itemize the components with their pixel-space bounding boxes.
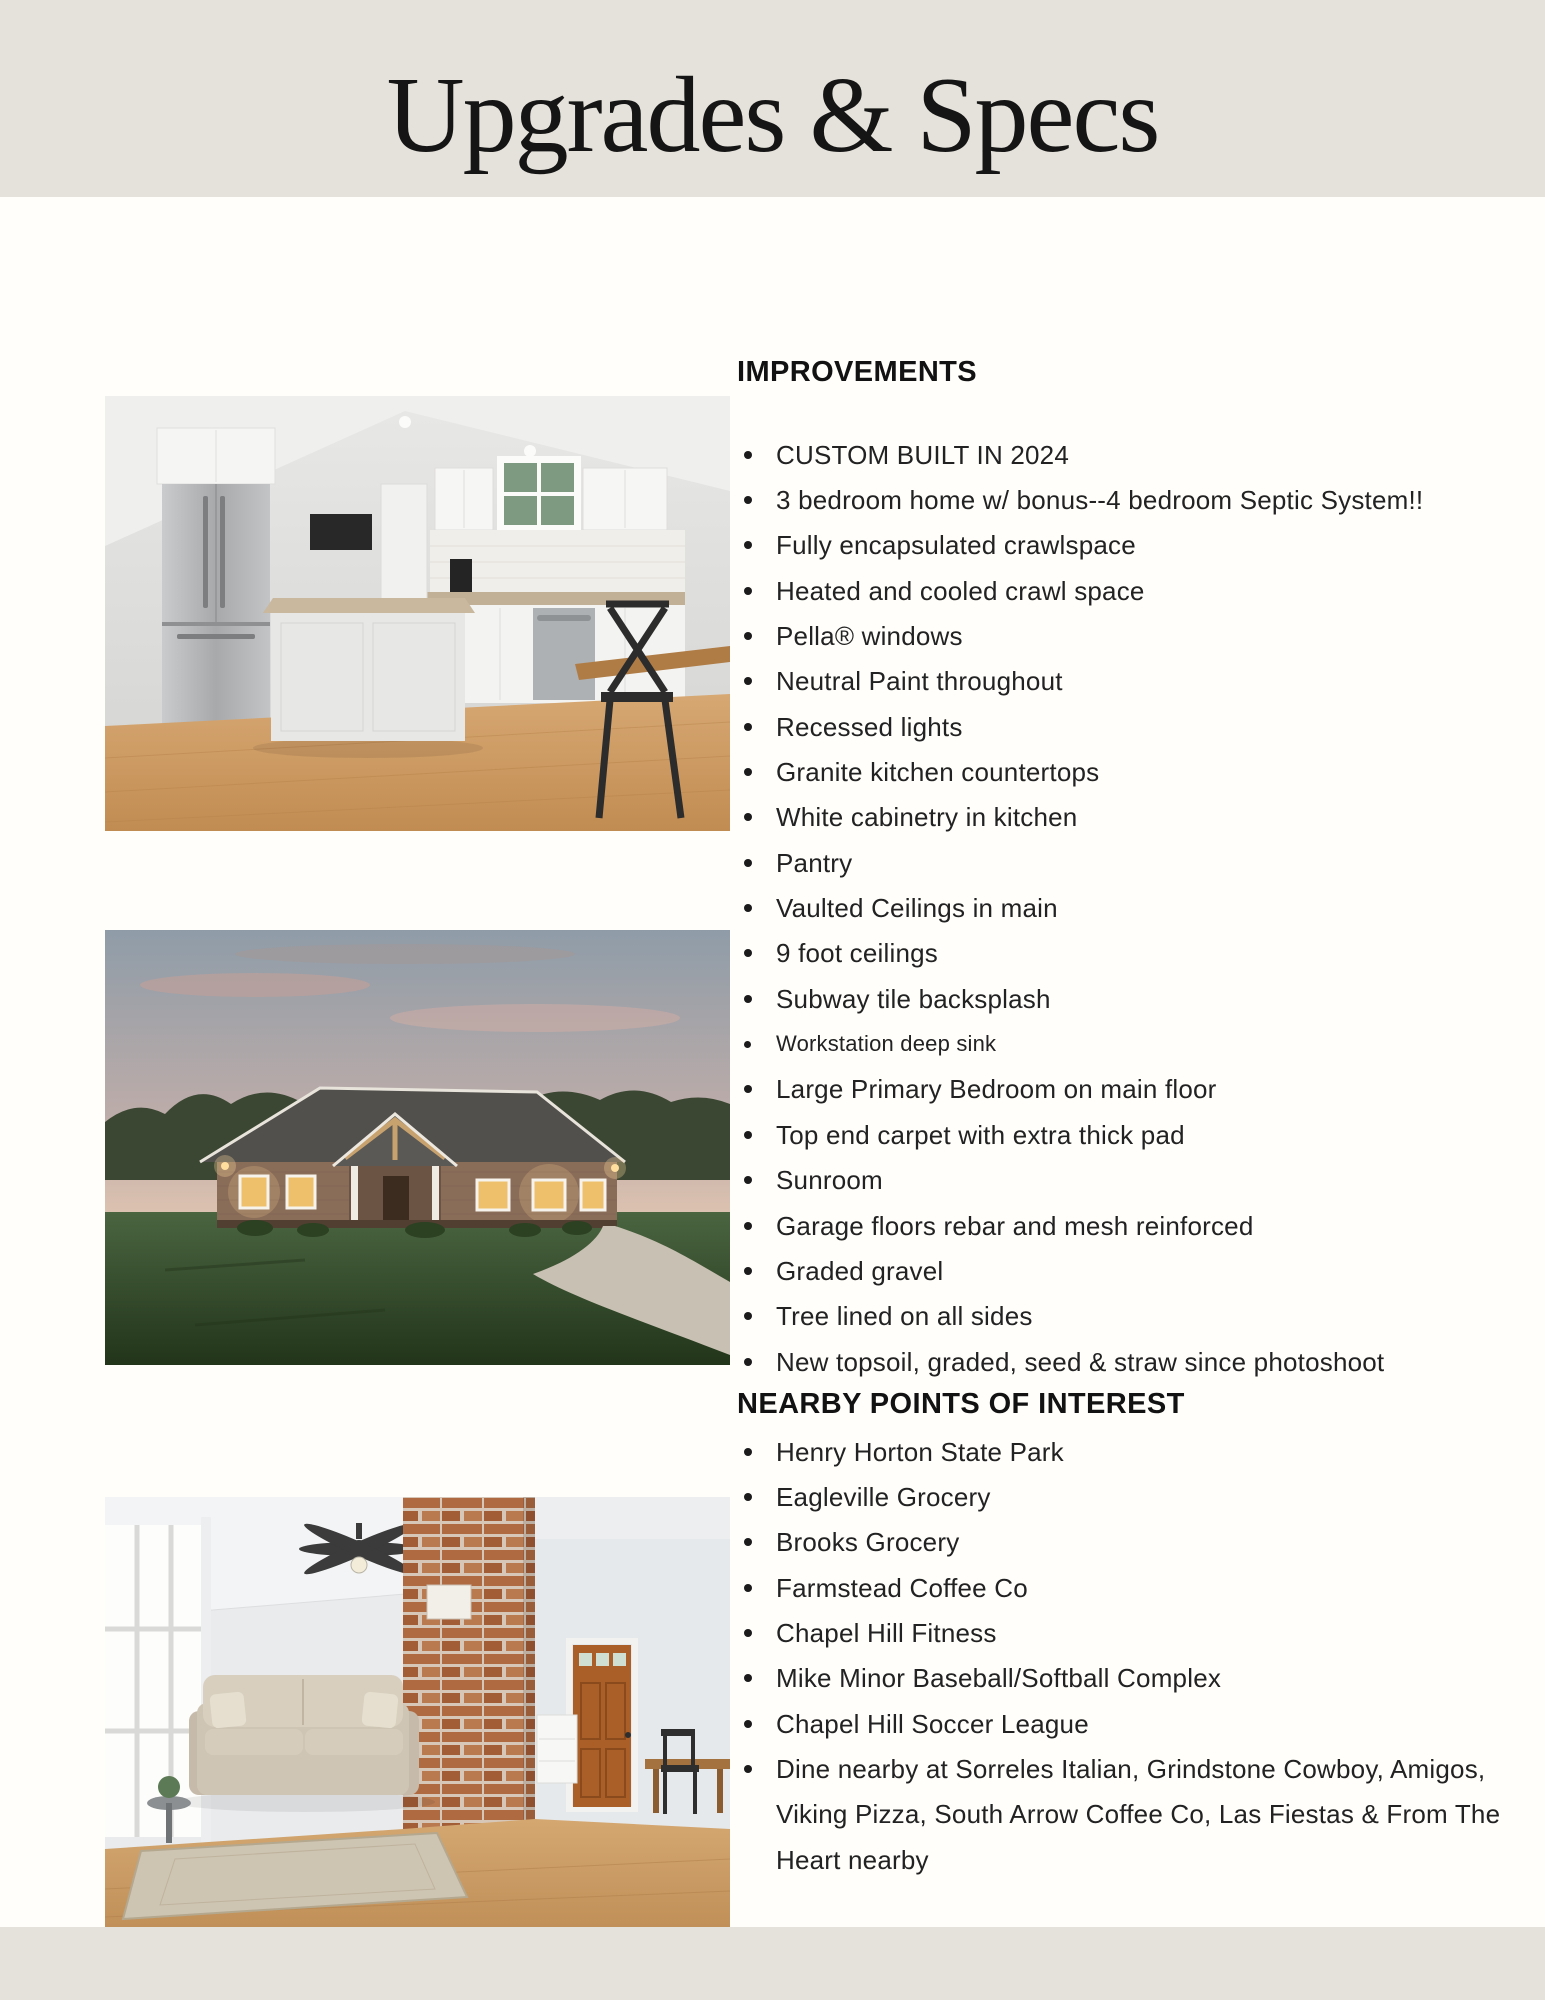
list-item: Garage floors rebar and mesh reinforced	[737, 1203, 1527, 1248]
list-item: Tree lined on all sides	[737, 1294, 1527, 1339]
bullet-icon	[744, 1041, 751, 1048]
bullet-icon	[744, 632, 752, 640]
bullet-icon	[744, 723, 752, 731]
bullet-icon	[744, 677, 752, 685]
bullet-icon	[744, 1267, 752, 1275]
nearby-heading: NEARBY POINTS OF INTEREST	[737, 1388, 1185, 1420]
list-item: Pella® windows	[737, 613, 1527, 658]
list-item: Subway tile backsplash	[737, 976, 1527, 1021]
bullet-icon	[744, 1222, 752, 1230]
improvements-heading: IMPROVEMENTS	[737, 356, 978, 388]
bullet-icon	[744, 587, 752, 595]
list-item: CUSTOM BUILT IN 2024	[737, 432, 1527, 477]
bullet-icon	[744, 949, 752, 957]
header-band	[0, 0, 1545, 197]
bullet-icon	[744, 859, 752, 867]
list-item: 3 bedroom home w/ bonus--4 bedroom Septic System!!	[737, 477, 1527, 522]
list-item: 9 foot ceilings	[737, 931, 1527, 976]
list-item: Workstation deep sink	[737, 1021, 1527, 1066]
list-item: Eagleville Grocery	[737, 1474, 1527, 1519]
list-item: Dine nearby at Sorreles Italian, Grindstone Cowboy, Amigos,	[737, 1746, 1527, 1791]
bullet-icon	[744, 1131, 752, 1139]
list-item: Recessed lights	[737, 704, 1527, 749]
nearby-list	[737, 1429, 1527, 1882]
bullet-icon	[744, 813, 752, 821]
bullet-icon	[744, 451, 752, 459]
list-item: Neutral Paint throughout	[737, 659, 1527, 704]
list-item: Fully encapsulated crawlspace	[737, 523, 1527, 568]
bullet-icon	[744, 1674, 752, 1682]
kitchen-photo-illustration	[105, 396, 730, 831]
bullet-icon	[744, 541, 752, 549]
bullet-icon	[744, 768, 752, 776]
bullet-icon	[744, 1176, 752, 1184]
list-item: Pantry	[737, 840, 1527, 885]
list-item: New topsoil, graded, seed & straw since photoshoot	[737, 1339, 1527, 1384]
bullet-icon	[744, 995, 752, 1003]
bullet-icon	[744, 1085, 752, 1093]
exterior-photo-illustration	[105, 930, 730, 1365]
kitchen-photo	[105, 396, 730, 831]
bullet-icon	[744, 1629, 752, 1637]
list-item: Sunroom	[737, 1158, 1527, 1203]
bullet-icon	[744, 1448, 752, 1456]
improvements-list	[737, 432, 1527, 1384]
bullet-icon	[744, 496, 752, 504]
list-item: Granite kitchen countertops	[737, 749, 1527, 794]
bullet-icon	[744, 1358, 752, 1366]
list-item: Henry Horton State Park	[737, 1429, 1527, 1474]
bullet-icon	[744, 1312, 752, 1320]
list-item: White cabinetry in kitchen	[737, 795, 1527, 840]
living-room-photo-illustration	[105, 1497, 730, 1932]
bullet-icon	[744, 1765, 752, 1773]
list-item-continuation: Heart nearby	[776, 1844, 929, 1875]
list-item: Graded gravel	[737, 1248, 1527, 1293]
page-title: Upgrades & Specs	[386, 56, 1159, 175]
exterior-photo	[105, 930, 730, 1365]
list-item: Chapel Hill Fitness	[737, 1610, 1527, 1655]
list-item: Heated and cooled crawl space	[737, 568, 1527, 613]
list-item-continuation: Viking Pizza, South Arrow Coffee Co, Las Fiestas & From The	[776, 1799, 1501, 1830]
list-item: Large Primary Bedroom on main floor	[737, 1067, 1527, 1112]
bullet-icon	[744, 1538, 752, 1546]
list-item: Vaulted Ceilings in main	[737, 885, 1527, 930]
bullet-icon	[744, 1493, 752, 1501]
list-item: Mike Minor Baseball/Softball Complex	[737, 1656, 1527, 1701]
list-item: Brooks Grocery	[737, 1520, 1527, 1565]
bullet-icon	[744, 1584, 752, 1592]
bullet-icon	[744, 1720, 752, 1728]
living-room-photo	[105, 1497, 730, 1932]
list-item: Farmstead Coffee Co	[737, 1565, 1527, 1610]
list-item: Top end carpet with extra thick pad	[737, 1112, 1527, 1157]
bullet-icon	[744, 904, 752, 912]
list-item: Chapel Hill Soccer League	[737, 1701, 1527, 1746]
footer-band	[0, 1927, 1545, 2000]
